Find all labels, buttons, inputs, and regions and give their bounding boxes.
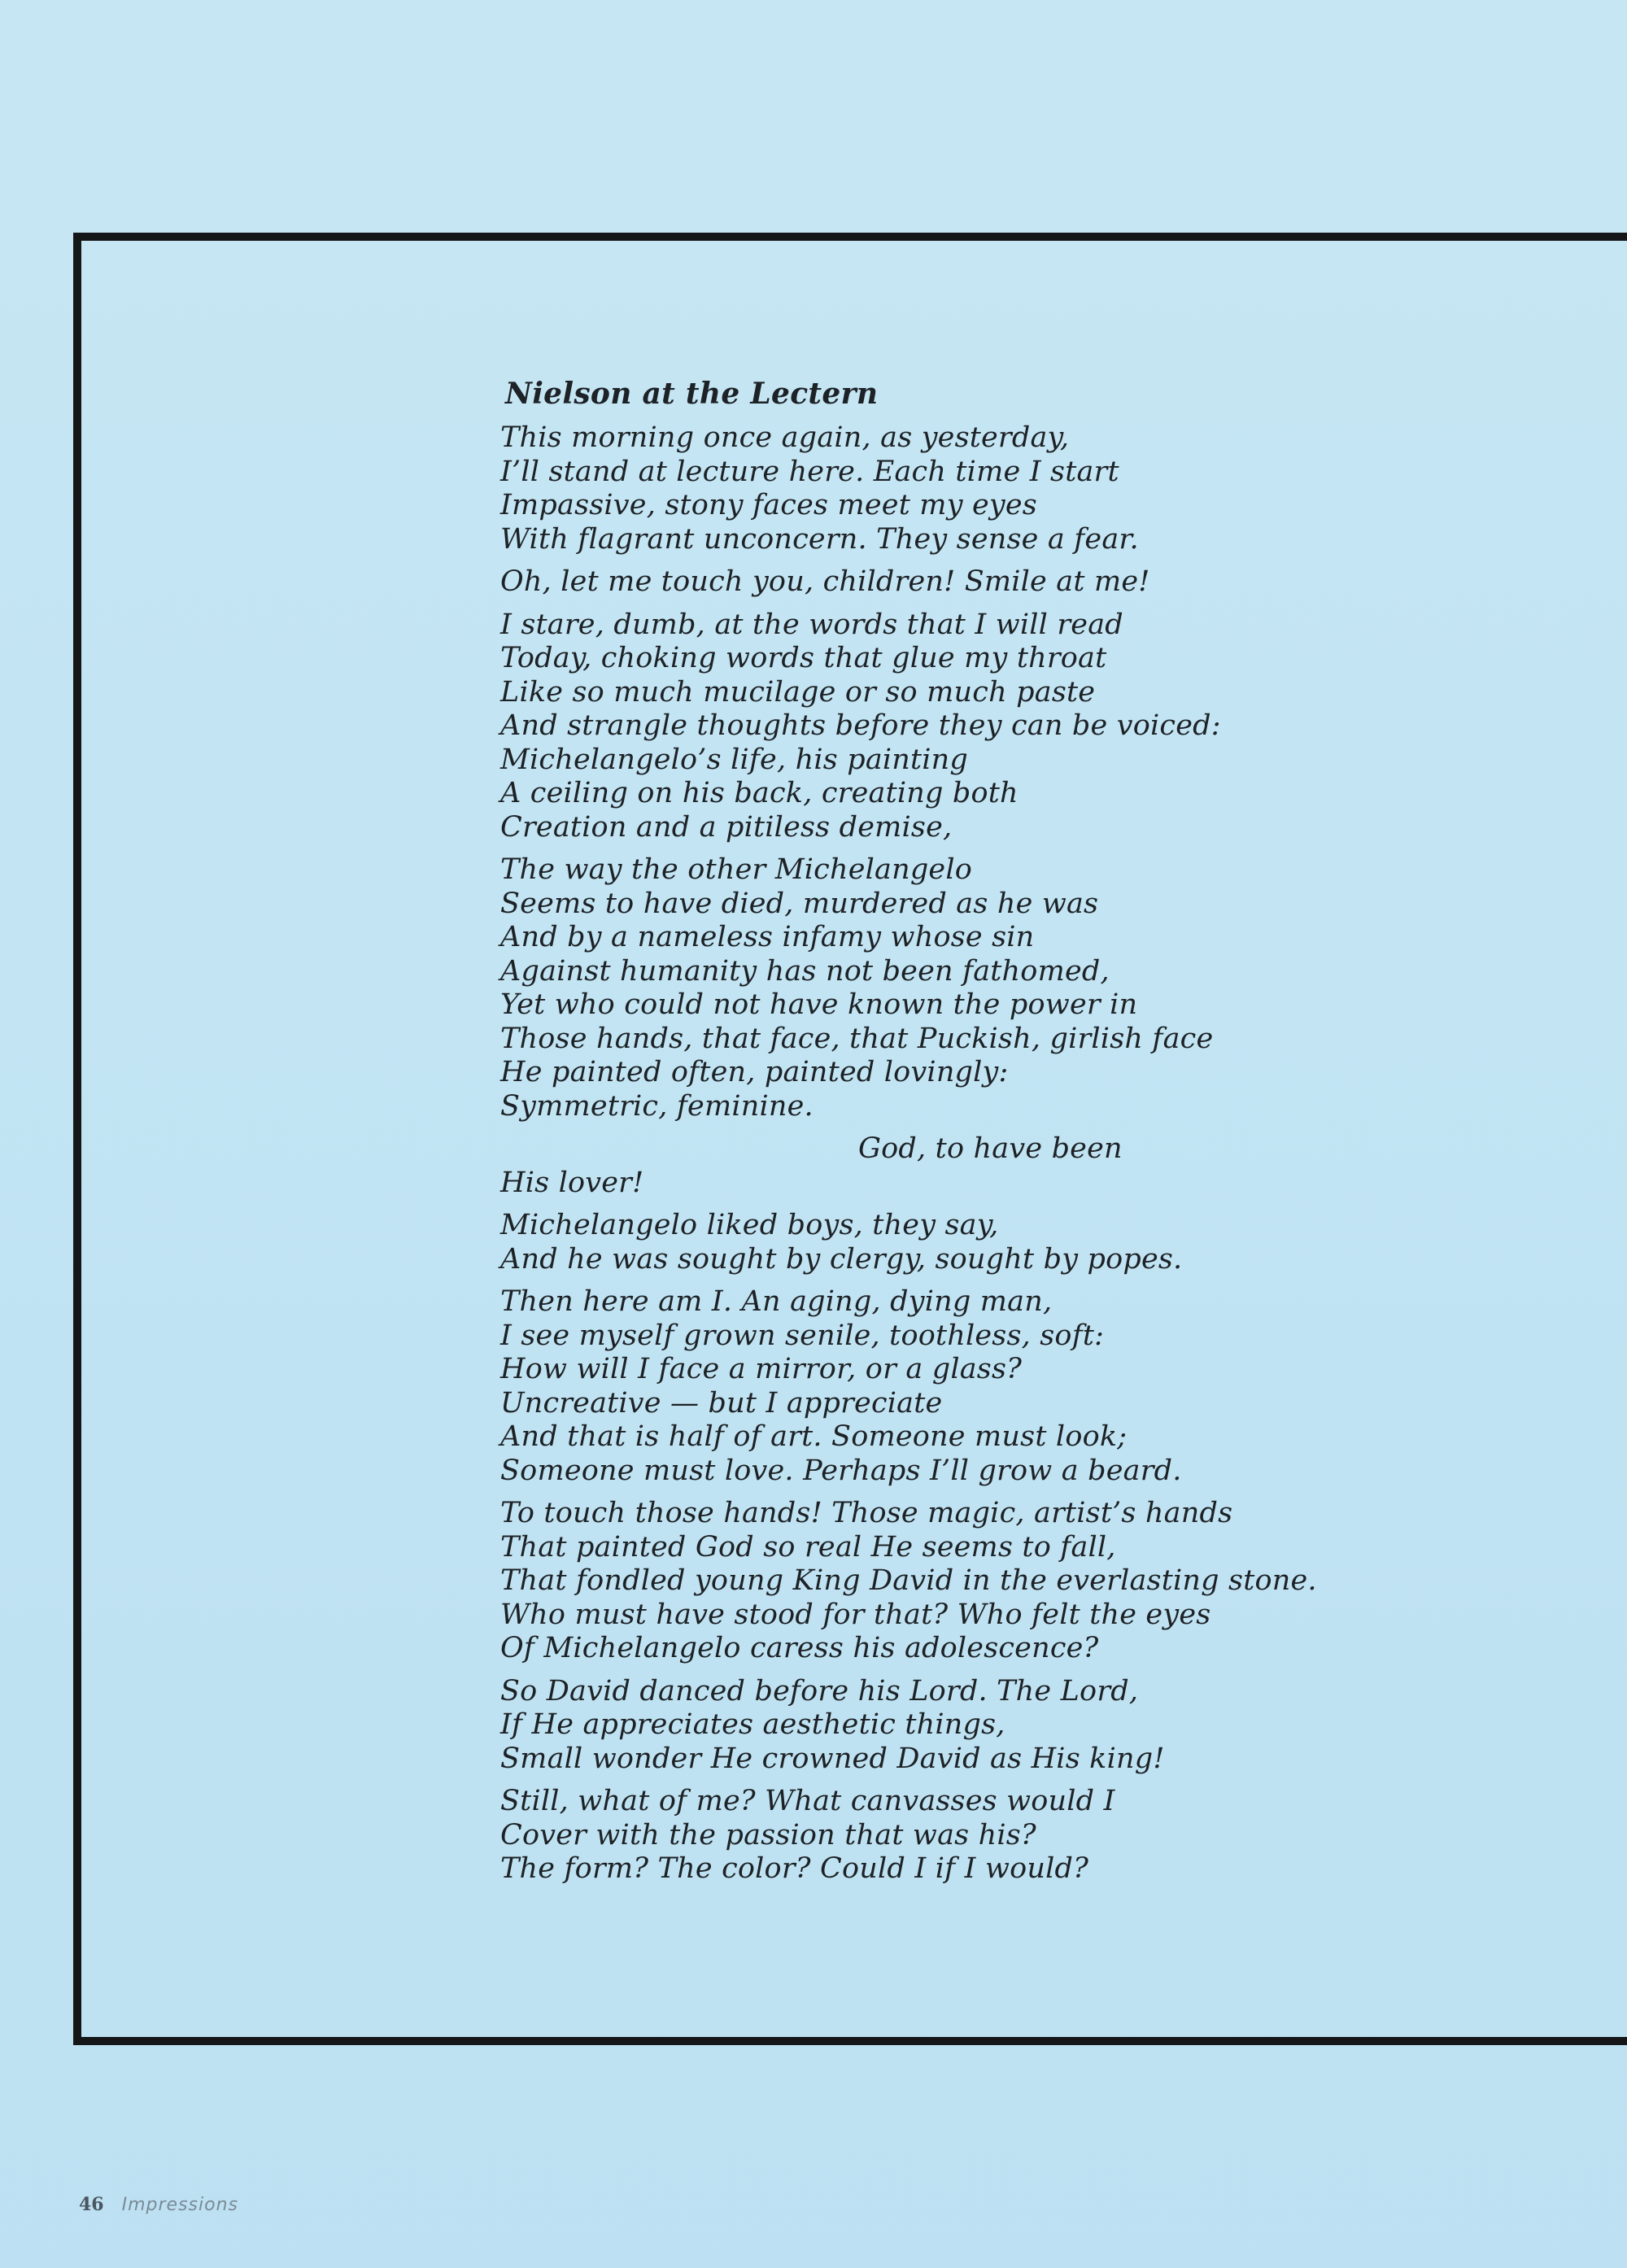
poem-line: Who must have stood for that? Who felt the eyes <box>500 1598 1211 1631</box>
poem-line: How will I face a mirror, or a glass? <box>500 1353 1023 1385</box>
poem-line: And that is half of art. Someone must look; <box>500 1420 1128 1453</box>
poem-line: And by a nameless infamy whose sin <box>500 921 1035 953</box>
stanza <box>500 1497 1477 1666</box>
poem-line: Of Michelangelo caress his adolescence? <box>500 1632 1099 1664</box>
poem-line: Those hands, that face, that Puckish, girlish face <box>500 1022 1214 1055</box>
poem-title: Nielson at the Lectern <box>505 377 879 411</box>
poem-line: This morning once again, as yesterday, <box>500 421 1070 454</box>
poem-line: So David danced before his Lord. The Lord, <box>500 1674 1139 1708</box>
stanza <box>500 1285 1477 1488</box>
poem-line: He painted often, painted lovingly: <box>500 1056 1009 1088</box>
page-footer <box>79 2194 238 2215</box>
stanza <box>500 1675 1477 1777</box>
stanza <box>500 608 1477 845</box>
poem-line: If He appreciates aesthetic things, <box>500 1708 1005 1741</box>
stanza <box>500 1132 1477 1200</box>
poem-line: Small wonder He crowned David as His king! <box>500 1742 1165 1775</box>
poem-line: Against humanity has not been fathomed, <box>500 954 1110 988</box>
poem-line: His lover! <box>500 1166 644 1199</box>
page-number: 46 <box>79 2194 104 2215</box>
poem-line: Someone must love. Perhaps I’ll grow a beard. <box>500 1454 1182 1487</box>
poem-line: Like so much mucilage or so much paste <box>500 675 1096 709</box>
poem-line: Oh, let me touch you, children! Smile at me! <box>500 565 1150 598</box>
poem-body <box>500 421 1477 1886</box>
poem-line: To touch those hands! Those magic, artist’s hands <box>500 1497 1233 1529</box>
poem-line: Yet who could not have known the power in <box>500 988 1138 1021</box>
stanza <box>500 421 1477 556</box>
poem-line: The way the other Michelangelo <box>500 853 973 886</box>
poem-line: Then here am I. An aging, dying man, <box>500 1285 1053 1318</box>
poem <box>500 376 1477 1895</box>
poem-line: And strangle thoughts before they can be voiced: <box>500 709 1221 742</box>
poem-line: Uncreative — but I appreciate <box>500 1386 943 1420</box>
poem-line: A ceiling on his back, creating both <box>500 777 1019 809</box>
poem-line: That fondled young King David in the everlasting stone. <box>500 1564 1317 1597</box>
poem-line: Today, choking words that glue my throat <box>500 642 1107 674</box>
poem-line: That painted God so real He seems to fall, <box>500 1530 1116 1564</box>
poem-line: And he was sought by clergy, sought by popes. <box>500 1242 1183 1276</box>
poem-line: With flagrant unconcern. They sense a fear. <box>500 522 1139 556</box>
poem-line: Still, what of me? What canvasses would I <box>500 1785 1115 1817</box>
poem-line: Impassive, stony faces meet my eyes <box>500 489 1037 521</box>
poem-line: I see myself grown senile, toothless, soft: <box>500 1319 1105 1352</box>
poem-line: Seems to have died, murdered as he was <box>500 887 1099 920</box>
poem-line: Michelangelo’s life, his painting <box>500 743 969 776</box>
poem-line: I stare, dumb, at the words that I will read <box>500 608 1123 641</box>
publication-name: Impressions <box>121 2195 238 2215</box>
poem-line: Symmetric, feminine. <box>500 1089 814 1123</box>
stanza <box>500 1209 1477 1276</box>
poem-line: Cover with the passion that was his? <box>500 1818 1036 1851</box>
poem-line: Michelangelo liked boys, they say, <box>500 1209 999 1241</box>
stanza <box>500 1785 1477 1886</box>
stanza <box>500 853 1477 1123</box>
poem-line: Creation and a pitiless demise, <box>500 810 953 844</box>
poem-line-indented: God, to have been <box>858 1132 1123 1165</box>
stanza <box>500 565 1477 600</box>
poem-line: The form? The color? Could I if I would? <box>500 1852 1089 1885</box>
poem-line: I’ll stand at lecture here. Each time I start <box>500 455 1119 488</box>
